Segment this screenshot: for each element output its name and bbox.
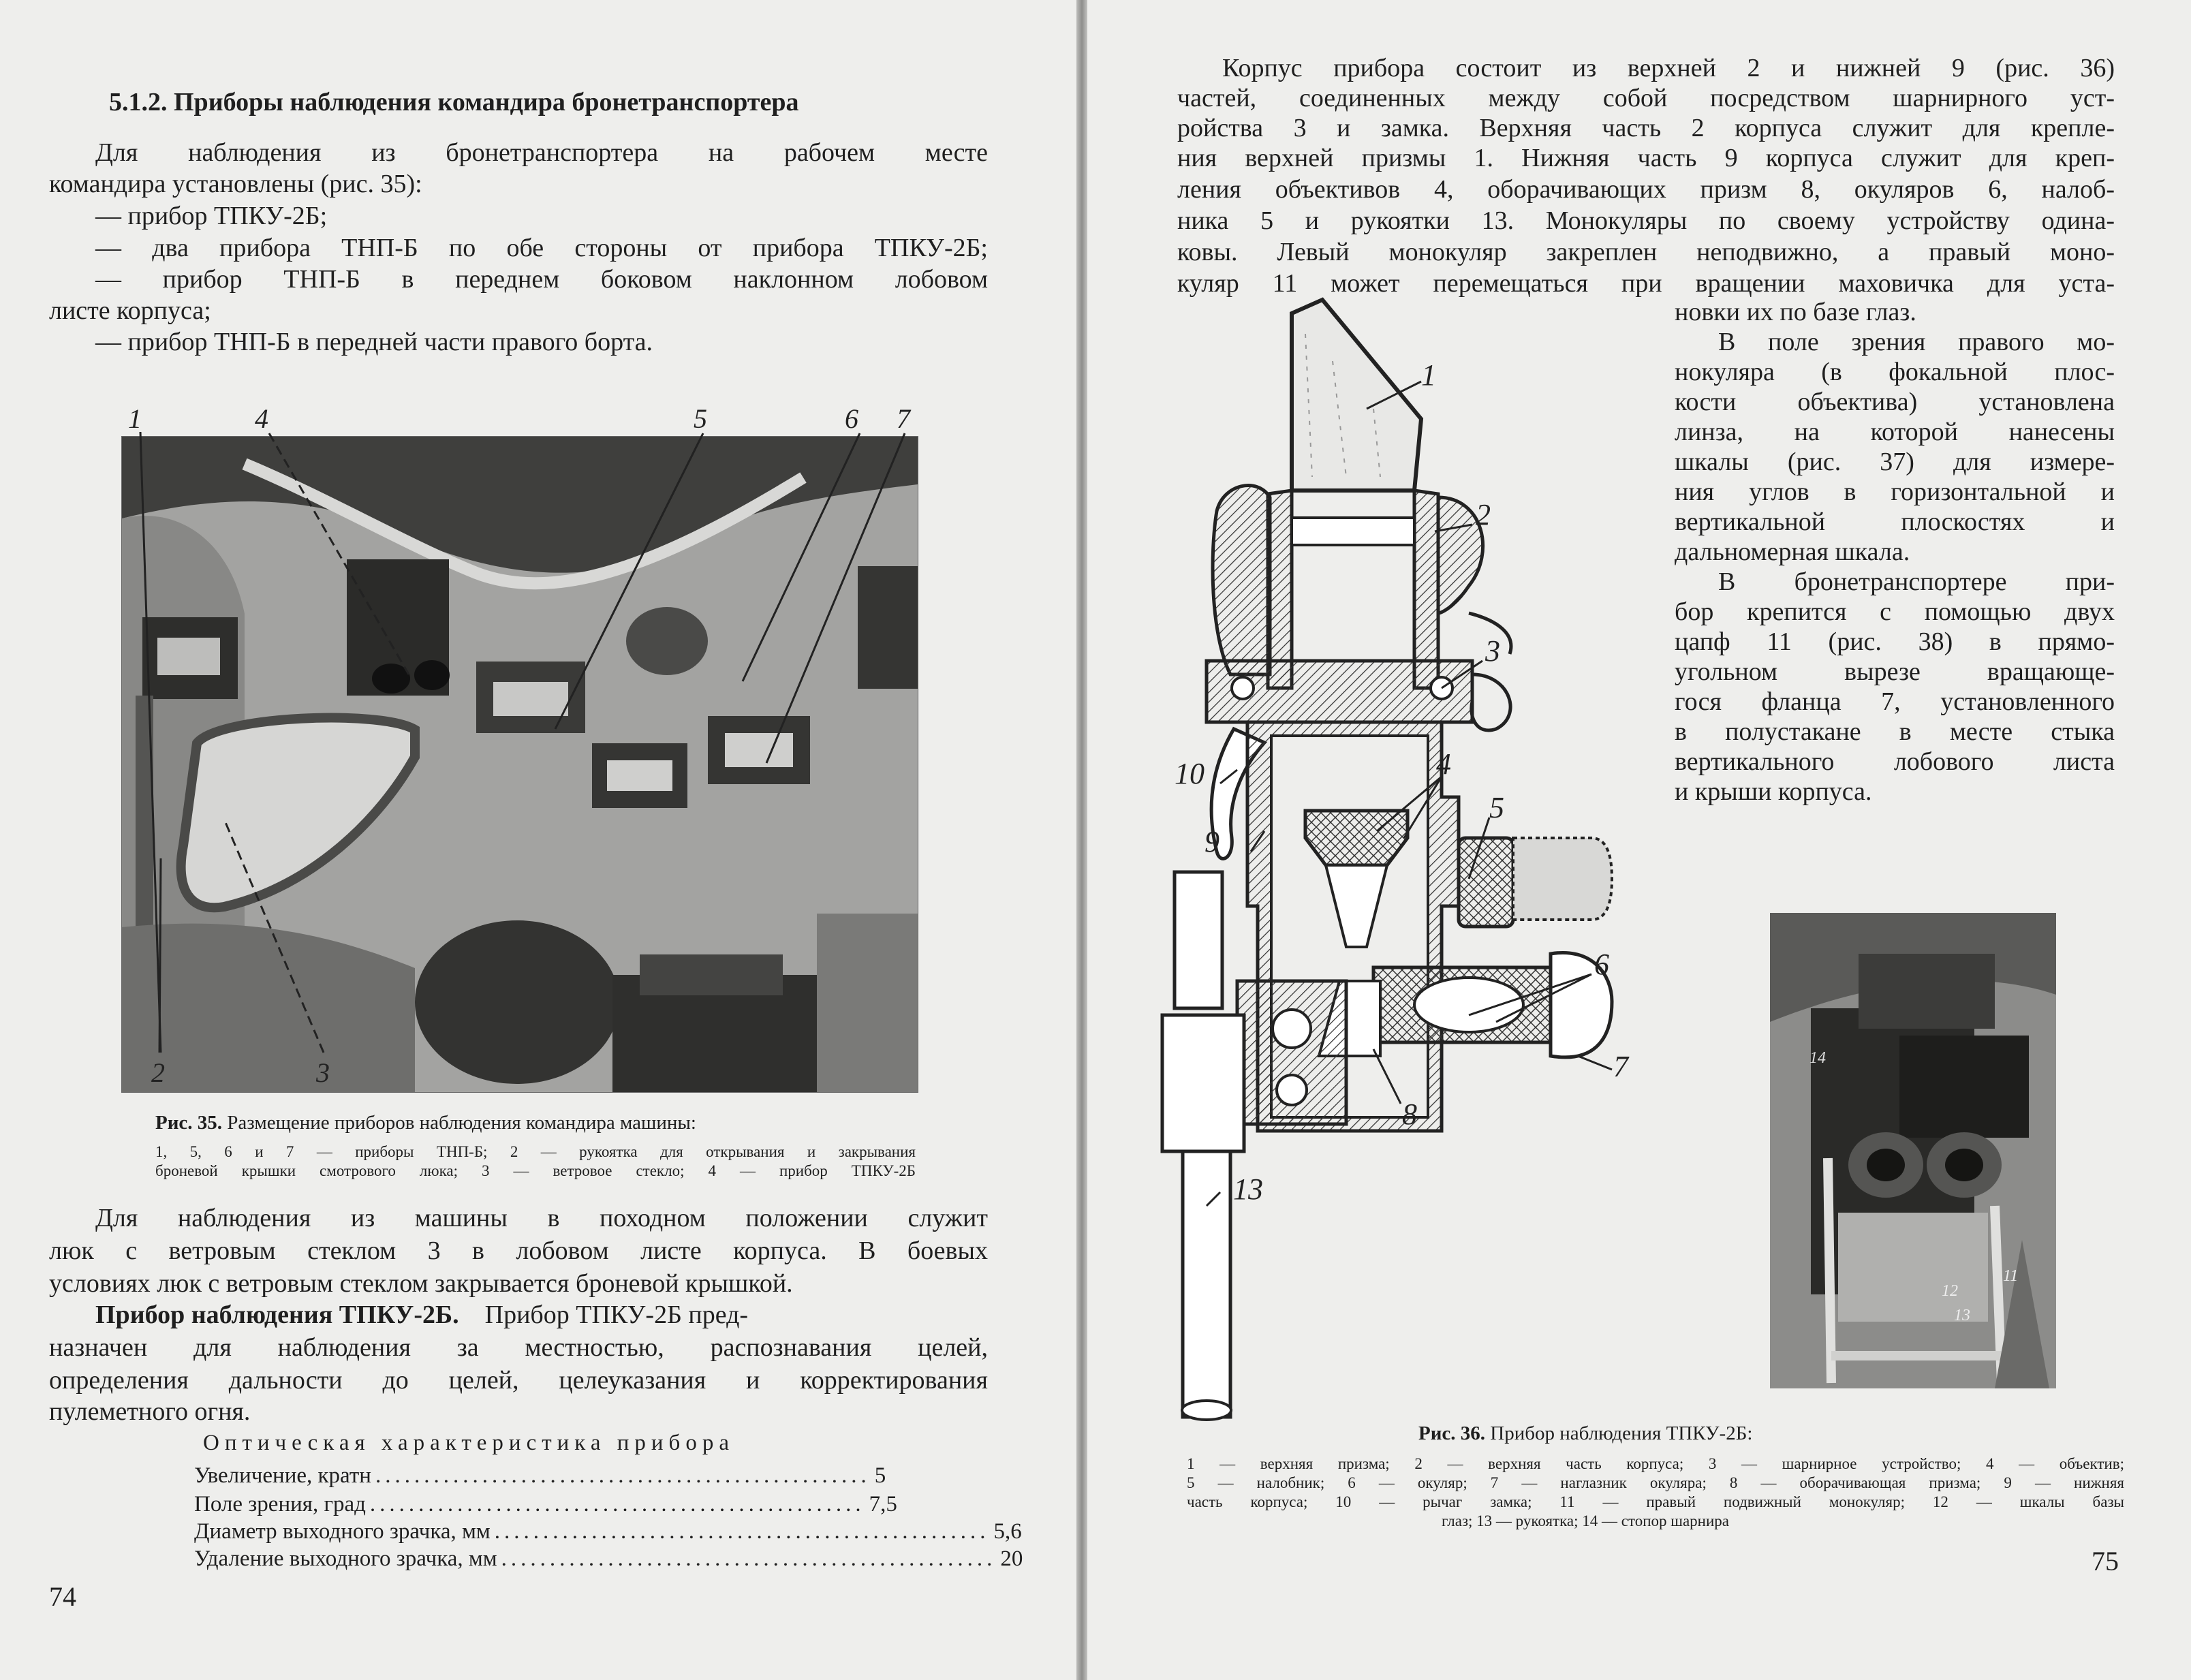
paragraph-line: в полустакане в месте стыка [1675,717,2115,746]
spec-name: Удаление выходного зрачка, мм [194,1546,497,1571]
paragraph-line: вертикальной плоскостях и [1675,508,2115,536]
spec-leader: ................................................... [369,1492,865,1516]
paragraph-line: Корпус прибора состоит из верхней 2 и нижней 9 (рис. 36) [1222,54,2115,82]
figure-35-label: 3 [316,1057,330,1088]
list-item: — прибор ТПКУ-2Б; [95,202,328,230]
spec-row [194,1519,1022,1544]
left-page [0,0,1076,1680]
spec-value: 5,6 [993,1519,1022,1544]
figure-36-label: 7 [1613,1050,1628,1083]
figure-36-label: 9 [1205,825,1219,858]
paragraph-line: Прибор ТПКУ-2Б пред- [484,1301,749,1329]
paragraph-line: бор крепится с помощью двух [1675,597,2115,626]
figure-35-label: 2 [151,1057,165,1088]
book-gutter [1076,0,1087,1680]
figure-36-legend-line: глаз; 13 — рукоятка; 14 — стопор шарнира [1442,1512,1730,1529]
paragraph-line: ника 5 и рукоятки 13. Монокуляры по своему устройству одина- [1177,206,2115,235]
figure-35-caption-title: Рис. 35. [155,1112,223,1134]
paragraph-line: дальномерная шкала. [1675,538,1910,566]
paragraph-line: ройства 3 и замка. Верхняя часть 2 корпуса служит для крепле- [1177,114,2115,142]
intro-line: Для наблюдения из бронетранспортера на рабочем месте [95,138,988,167]
figure-38-label: 12 [1942,1282,1958,1300]
spec-leader: ................................................... [375,1463,871,1488]
figure-35-label: 7 [897,403,910,434]
figure-38-label: 11 [2003,1267,2019,1285]
paragraph-line: вертикального лобового листа [1675,747,2115,776]
paragraph-line: и крыши корпуса. [1675,777,1872,806]
spec-value: 20 [1000,1546,1023,1571]
figure-36-label: 2 [1476,498,1491,531]
page-number: 75 [2092,1546,2119,1576]
figure-36-label: 4 [1436,747,1451,781]
paragraph-line: гося фланца 7, установленного [1675,687,2115,716]
spec-title: Оптическая характеристика прибора [203,1431,734,1455]
spec-name: Увеличение, кратн [194,1463,371,1488]
paragraph-line: ния верхней призмы 1. Нижняя часть 9 корпуса служит для креп- [1177,144,2115,172]
figure-36-label: 8 [1402,1098,1417,1131]
figure-38-label: 14 [1809,1049,1826,1067]
figure-36-caption-text: Прибор наблюдения ТПКУ-2Б: [1490,1422,1753,1444]
figure-35-label: 4 [255,403,268,434]
list-item: — прибор ТНП-Б в передней части правого борта. [95,328,653,356]
list-item: — два прибора ТНП-Б по обе стороны от прибора ТПКУ-2Б; [95,234,988,262]
spec-name: Поле зрения, град [194,1492,366,1516]
spec-row [194,1463,886,1489]
section-heading: 5.1.2. Приборы наблюдения командира бронетранспортера [109,88,799,116]
figure-35-legend-line: 1, 5, 6 и 7 — приборы ТНП-Б; 2 — рукоятка для открывания и закрывания [155,1143,916,1160]
spec-value: 7,5 [869,1492,897,1516]
figure-36-label: 6 [1594,948,1609,981]
paragraph-lead-line [95,1298,748,1331]
figure-36-drawing [1087,293,1646,1424]
paragraph-line: частей, соединенных между собой посредством шарнирного уст- [1177,84,2115,112]
figure-35-label: 1 [128,403,142,434]
list-item-continuation: листе корпуса; [49,296,211,325]
figure-36-label: 1 [1421,358,1436,392]
figure-36-legend-line: 1 — верхняя призма; 2 — верхняя часть корпуса; 3 — шарнирное устройство; 4 — объектив; [1187,1455,2124,1472]
paragraph-line: назначен для наблюдения за местностью, распознавания целей, [49,1333,988,1362]
figure-38-illustration [1770,913,2056,1388]
paragraph-line: ления объективов 4, оборачивающих призм 8, окуляров 6, налоб- [1177,175,2115,204]
paragraph-line: угольном вырезе вращающе- [1675,657,2115,686]
spec-name: Диаметр выходного зрачка, мм [194,1519,491,1544]
figure-36-label: 5 [1489,791,1504,824]
paragraph-line: Для наблюдения из машины в походном положении служит [95,1204,988,1232]
paragraph-line: ния углов в горизонтальной и [1675,478,2115,506]
figure-36-legend-line: часть корпуса; 10 — рычаг замка; 11 — правый подвижный монокуляр; 12 — шкалы базы [1187,1493,2124,1510]
paragraph-line: условиях люк с ветровым стеклом закрывается броневой крышкой. [49,1269,793,1298]
figure-36-label: 3 [1485,634,1500,668]
figure-36-legend-line: 5 — налобник; 6 — окуляр; 7 — наглазник окуляра; 8 — оборачивающая призма; 9 — нижняя [1187,1474,2124,1491]
intro-line: командира установлены (рис. 35): [49,170,422,198]
figure-35-caption [155,1112,696,1134]
figure-38-label: 13 [1954,1307,1970,1324]
figure-36-label: 13 [1233,1172,1263,1206]
paragraph-line: В поле зрения правого мо- [1718,328,2115,356]
paragraph-line: пулеметного огня. [49,1397,251,1426]
paragraph-line: куляр 11 может перемещаться при вращении маховичка для уста- [1177,269,2115,298]
paragraph-line: линза, на которой нанесены [1675,418,2115,446]
figure-35-label: 5 [694,403,707,434]
figure-35-caption-text: Размещение приборов наблюдения командира машины: [227,1112,696,1134]
paragraph-line: шкалы (рис. 37) для измере- [1675,448,2115,476]
figure-35-label: 6 [845,403,858,434]
paragraph-line: новки их по базе глаз. [1675,298,1916,326]
figure-36-caption [1418,1422,1752,1445]
paragraph-line: кости объектива) установлена [1675,388,2115,416]
spec-row [194,1546,1023,1572]
figure-35-legend-line: броневой крышки смотрового люка; 3 — ветровое стекло; 4 — прибор ТПКУ-2Б [155,1162,916,1179]
spec-value: 5 [874,1463,886,1488]
figure-35-callouts [0,0,1076,1104]
right-page [1087,0,2191,1680]
paragraph-line: В бронетранспортере при- [1718,567,2115,596]
paragraph-line: ковы. Левый монокуляр закреплен неподвижно, а правый моно- [1177,238,2115,266]
list-item: — прибор ТНП-Б в переднем боковом наклонном лобовом [95,265,988,294]
figure-38-photo [1770,913,2056,1388]
upper-prism [1292,300,1421,491]
figure-36-label: 10 [1175,757,1205,790]
page-number: 74 [49,1581,76,1612]
figure-36-caption-title: Рис. 36. [1418,1422,1486,1444]
spec-leader: ................................................... [501,1546,997,1571]
spec-row [194,1492,897,1517]
paragraph-line: люк с ветровым стеклом 3 в лобовом листе корпуса. В боевых [49,1236,988,1265]
device-title: Прибор наблюдения ТПКУ-2Б. [95,1301,459,1329]
spec-leader: ................................................... [494,1519,990,1544]
paragraph-line: определения дальности до целей, целеуказания и корректирования [49,1366,988,1395]
paragraph-line: нокуляра (в фокальной плос- [1675,358,2115,386]
paragraph-line: цапф 11 (рис. 38) в прямо- [1675,627,2115,656]
